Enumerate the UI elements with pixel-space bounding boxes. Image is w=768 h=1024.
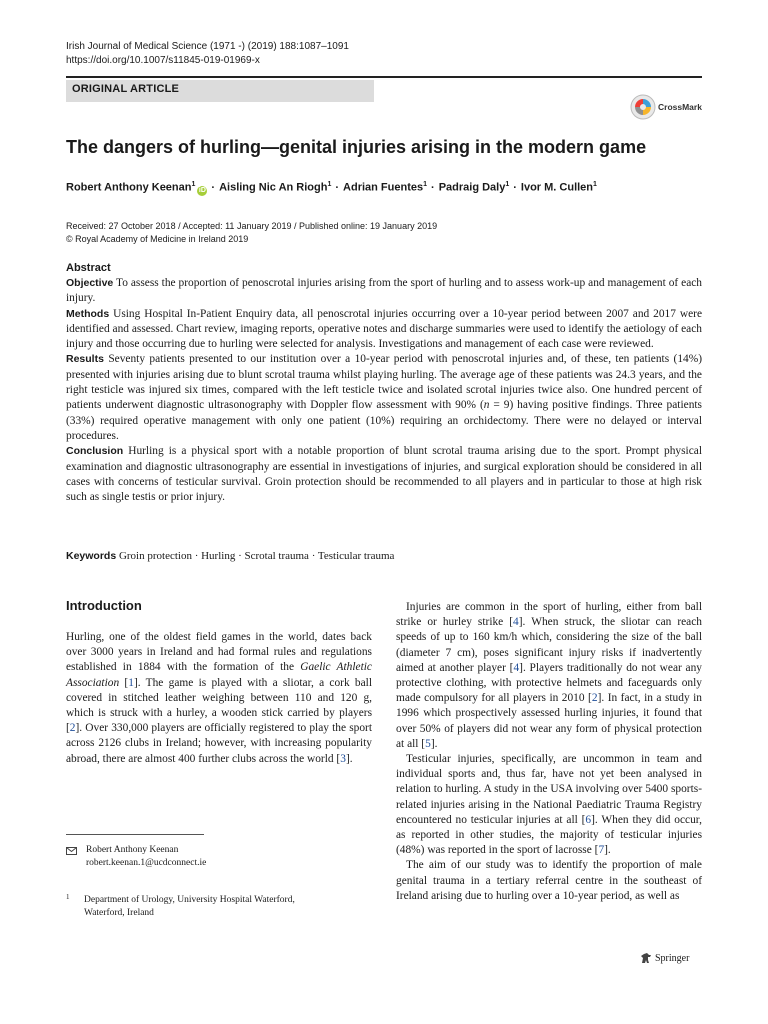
keywords-line [66, 549, 702, 564]
author-affiliation-marker: 1 [505, 181, 510, 188]
journal-citation: Irish Journal of Medical Science (1971 -) (2019) 188:1087–1091 [66, 41, 349, 52]
author-name[interactable]: Padraig Daly [438, 181, 506, 194]
intro-text: [ [119, 676, 129, 689]
author-affiliation-marker: 1 [423, 181, 428, 188]
gaa-italic: Gaelic Athletic Association [66, 661, 372, 689]
objective-label: Objective [66, 277, 114, 289]
intro-text: ]. The game is played with a sliotar, a cork ball covered in stitched leather weighing between 110 and 120 g, which is struck with a hurley, a wooden stick carried by players [ [66, 676, 372, 735]
body-text: ]. In fact, in a study in 1996 which prospectively assessed hurling injuries, it found that over 50% of players did not wear any form of physical protection at all [ [396, 692, 702, 750]
copyright-line: © Royal Academy of Medicine in Ireland 2019 [66, 234, 249, 244]
intro-text: Hurling, one of the oldest field games in the world, dates back over 3000 years in Ireland and had formal rules and regulations established in 1884 with the formation of the [66, 631, 372, 674]
doi-link[interactable]: https://doi.org/10.1007/s11845-019-01969-x [66, 55, 260, 66]
author-affiliation-marker: 1 [593, 181, 597, 188]
affiliation-block [66, 894, 295, 920]
body-text: ]. When they did occur, as reported in other studies, the majority of testicular injuries (48%) was reported in the sport of lacrosse [ [396, 813, 702, 857]
body-paragraph [396, 858, 702, 904]
intro-text: ]. [345, 752, 353, 765]
crossmark-label: CrossMark [658, 102, 702, 112]
results-text: Seventy patients presented to our institution over a 10-year period with penoscrotal injuries and, of these, ten patients (14%) presented with injuries arising due to blunt scrotal trauma whilst playing hurling. The average age of these patients was 24.3 years, and the right testicle was injured six times, compared with the left testicle twice and isolated scrotal injuries twice also. One hundred percent of patients underwent diagnostic ultrasonography with Doppler flow assessment with 90% ( [66, 353, 702, 412]
conclusion-label: Conclusion [66, 445, 124, 458]
crossmark-button[interactable] [630, 94, 702, 120]
conclusion-text: Hurling is a physical sport with a notable proportion of blunt scrotal trauma arising due to the sport. Prompt physical examination and diagnostic ultrasonography are essential in investigations of injuries, and surgical exploration should be considered in all cases with concerns of testicular survival. Groin protection should be recommended to all players and in particular to those at high risk such as single testis or prior injury. [66, 445, 702, 504]
abstract-conclusion [66, 444, 702, 505]
author-list: Robert Anthony Keenan$^1$iD · Aisling Nic An Riogh$^1$ · Adrian Fuentes$^1$ · Padraig Daly$^1$ · Ivor M. Cullen$^1$ [66, 181, 597, 194]
left-column [66, 630, 372, 767]
article-type-label: ORIGINAL ARTICLE [72, 83, 180, 95]
article-type-band [66, 80, 374, 102]
citation-link[interactable]: 7 [598, 844, 605, 857]
results-label: Results [66, 353, 104, 366]
objective-text: To assess the proportion of penoscrotal injuries arising from the sport of hurling and to assess work-up and management of each injury. [66, 277, 702, 305]
springer-logo [640, 952, 689, 964]
correspondence-name: Robert Anthony Keenan [86, 845, 179, 855]
introduction-heading: Introduction [66, 598, 142, 613]
citation-link[interactable]: 2 [591, 692, 598, 705]
body-text: Injuries are common in the sport of hurling, either from ball strike or hurley strike [ [396, 601, 702, 629]
citation-link[interactable]: 6 [585, 813, 592, 826]
article-title: The dangers of hurling—genital injuries arising in the modern game [66, 137, 647, 157]
springer-horse-icon [640, 952, 652, 964]
body-text: ]. When struck, the sliotar can reach speeds of up to 160 km/h which, considering the size of the ball (diameter 7 cm), poses significant injury risks if inadvertently aimed at another player [ [396, 616, 702, 674]
body-text: Testicular injuries, specifically, are uncommon in team and individual sports and, thus far, have not yet been analysed in relation to hurling. A study in the USA involving over 5400 sports-related injuries arising in the National Paediatric Trauma Registry encountered no testicular injuries at all [ [396, 753, 702, 826]
abstract-results [66, 352, 702, 444]
author-affiliation-marker: 1 [191, 181, 196, 188]
journal-header [66, 40, 349, 68]
body-paragraph [396, 600, 702, 752]
header-rule [66, 76, 702, 78]
keywords-text: Groin protection · Hurling · Scrotal trauma · Testicular trauma [118, 550, 395, 562]
abstract-heading: Abstract [66, 262, 111, 274]
citation-link[interactable]: 2 [69, 722, 76, 735]
affiliation-number: 1 [66, 893, 70, 901]
body-text: ]. Players traditionally do not wear any protective clothing, with protective helmets and faceguards only made compulsory for all players in 2010 [ [396, 661, 702, 705]
footnote-rule [66, 834, 204, 835]
citation-link[interactable]: 4 [513, 661, 520, 674]
citation-link[interactable]: 3 [340, 752, 346, 765]
citation-link[interactable]: 4 [513, 616, 519, 629]
results-text-cont: = 9) having positive findings. Three patients (33%) required operative management with only one patient (10%) requiring an orchidectomy. There were no delayed or interval procedures. [66, 399, 702, 442]
citation-link[interactable]: 5 [425, 737, 431, 750]
publication-dates [66, 220, 437, 246]
correspondence-email[interactable]: robert.keenan.1@ucdconnect.ie [86, 858, 207, 868]
author-affiliation-marker: 1 [327, 181, 332, 188]
author-name[interactable]: Ivor M. Cullen [520, 181, 594, 194]
intro-text: ]. Over 330,000 players are officially registered to play the sport across 2126 clubs in Ireland; however, with increasing popularity abroad, there are almost 400 further clubs across the world [ [66, 722, 372, 765]
affiliation-line: Department of Urology, University Hospital Waterford, [84, 895, 295, 905]
author-name[interactable]: Robert Anthony Keenan [66, 181, 192, 194]
right-column [396, 600, 702, 904]
author-name[interactable]: Aisling Nic An Riogh [219, 181, 328, 194]
body-text: The aim of our study was to identify the proportion of male genital trauma in a tertiary referral centre in the southeast of Ireland arising due to hurling over a 10-year period, as well as [396, 859, 702, 902]
orcid-icon[interactable]: iD [198, 186, 206, 194]
crossmark-icon [630, 94, 656, 120]
abstract-objective [66, 276, 702, 307]
citation-link[interactable]: 1 [128, 676, 134, 689]
affiliation-line: Waterford, Ireland [84, 908, 154, 918]
results-n: n [483, 399, 490, 412]
body-paragraph [396, 752, 702, 858]
author-name[interactable]: Adrian Fuentes [343, 181, 424, 194]
intro-paragraph [66, 630, 372, 767]
envelope-icon [66, 847, 77, 855]
publisher-name: Springer [655, 952, 690, 964]
abstract-section [66, 262, 702, 505]
methods-label: Methods [66, 307, 110, 320]
keywords-label: Keywords [66, 550, 117, 562]
correspondence-block [66, 844, 206, 870]
abstract-methods [66, 307, 702, 353]
body-text: ]. [430, 737, 438, 750]
history-dates: Received: 27 October 2018 / Accepted: 11 January 2019 / Published online: 19 January 2019 [66, 221, 438, 231]
body-text: ]. [604, 844, 611, 857]
methods-text: Using Hospital In-Patient Enquiry data, all penoscrotal injuries occurring over a 10-year period between 2007 and 2017 were identified and assessed. Chart review, imaging reports, operative notes and discharge summaries were used to identify the aetiology of each injury and those occurring due to hurling were selected for analysis. Investigations and management of each case were reviewed. [66, 307, 703, 351]
